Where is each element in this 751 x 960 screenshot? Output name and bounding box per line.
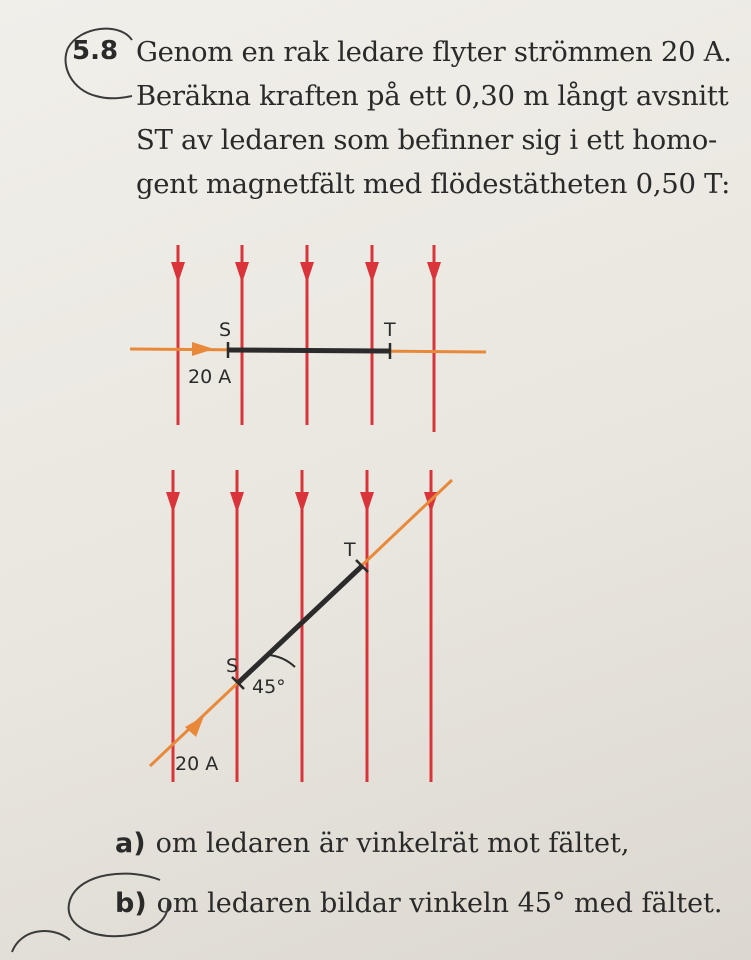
label-t: T [384,319,396,341]
current-arrow [185,716,204,737]
conductor-segment [238,566,362,683]
label-s: S [226,655,239,677]
field-arrow [235,262,249,283]
problem-line: gent magnetfält med flödestätheten 0,50 T: [136,168,731,200]
problem-line: Genom en rak ledare flyter strömmen 20 A. [136,36,732,68]
current-arrow [192,342,214,356]
answer-b [115,888,723,919]
answer-text: om ledaren är vinkelrät mot fältet, [155,828,630,859]
field-arrow [360,492,374,513]
answer-text: om ledaren bildar vinkeln 45° med fältet. [156,888,723,919]
field-arrow [166,492,180,513]
field-arrow [300,262,314,283]
label-t: T [344,539,356,561]
field-arrow [295,492,309,513]
problem-line: Beräkna kraften på ett 0,30 m långt avsnitt [136,80,729,112]
bottom-diagram [150,470,452,782]
problem-number: 5.8 [72,36,119,66]
top-diagram [130,245,486,432]
problem-line: ST av ledaren som befinner sig i ett homo- [136,124,717,156]
field-arrow [230,492,244,513]
current-label: 20 A [188,366,232,388]
field-arrow [171,262,185,283]
current-label: 20 A [175,753,219,775]
angle-arc [268,655,295,667]
label-s: S [219,319,232,341]
conductor-segment [228,350,390,351]
answer-letter: a) [115,828,146,859]
field-arrow [427,262,441,283]
answer-a [115,828,629,859]
answer-letter: b) [115,888,147,919]
field-arrow [365,262,379,283]
angle-label: 45° [252,676,286,698]
